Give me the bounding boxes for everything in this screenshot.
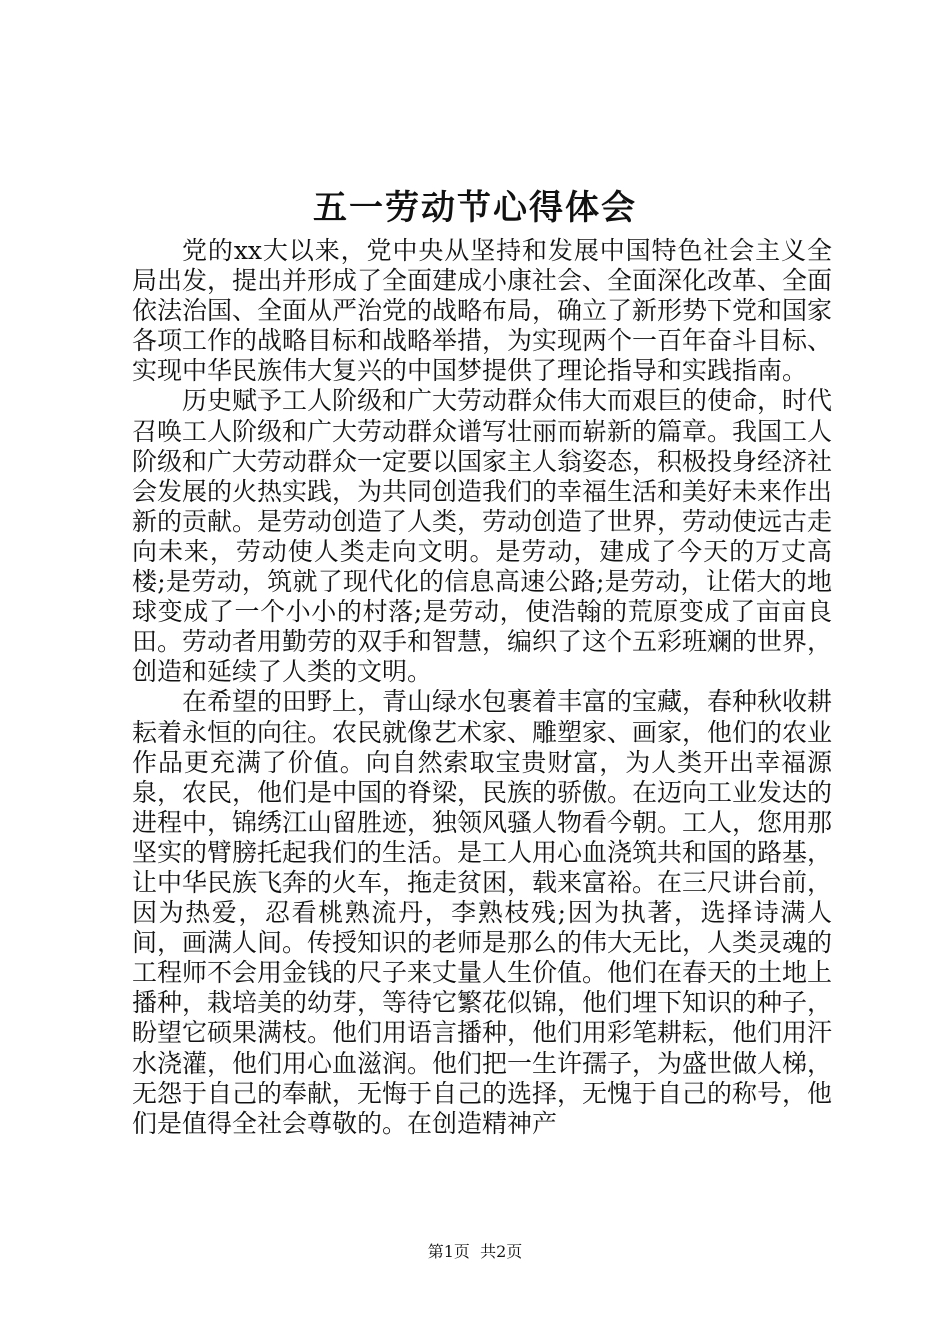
paragraph-2: 历史赋予工人阶级和广大劳动群众伟大而艰巨的使命，时代召唤工人阶级和广大劳动群众谱写壮丽而崭新的篇章。我国工人阶级和广大劳动群众一定要以国家主人翁姿态，积极投身经济社会发展的火热实践，为共同创造我们的幸福生活和美好未来作出新的贡献。是劳动创造了人类，劳动创造了世界，劳动使远古走向未来，劳动使人类走向文明。是劳动，建成了今天的万丈高楼;是劳动，筑就了现代化的信息高速公路;是劳动，让偌大的地球变成了一个小小的村落;是劳动，使浩翰的荒原变成了亩亩良田。劳动者用勤劳的双手和智慧，编织了这个五彩班斓的世界，创造和延续了人类的文明。 [132, 386, 833, 687]
page-total: 共2页 [480, 1242, 523, 1261]
footer-separator [470, 1242, 480, 1261]
document-body [132, 236, 832, 1139]
page-number: 第1页 [427, 1242, 470, 1261]
paragraph-3: 在希望的田野上，青山绿水包裹着丰富的宝藏，春种秋收耕耘着永恒的向往。农民就像艺术家、雕塑家、画家，他们的农业作品更充满了价值。向自然索取宝贵财富，为人类开出幸福源泉，农民，他们是中国的脊梁，民族的骄傲。在迈向工业发达的进程中，锦绣江山留胜迹，独领风骚人物看今朝。工人，您用那坚实的臂膀托起我们的生活。是工人用心血浇筑共和国的路基，让中华民族飞奔的火车，拖走贫困，载来富裕。在三尺讲台前，因为热爱，忍看桃熟流丹，李熟枝残;因为执著，选择诗满人间，画满人间。传授知识的老师是那么的伟大无比，人类灵魂的工程师不会用金钱的尺子来丈量人生价值。他们在春天的土地上播种，栽培美的幼芽，等待它繁花似锦，他们埋下知识的种子，盼望它硕果满枝。他们用语言播种，他们用彩笔耕耘，他们用汗水浇灌，他们用心血滋润。他们把一生许孺子，为盛世做人梯，无怨于自己的奉献，无悔于自己的选择，无愧于自己的称号，他们是值得全社会尊敬的。在创造精神产 [132, 687, 833, 1138]
document-title: 五一劳动节心得体会 [313, 188, 637, 228]
page-footer [0, 1240, 950, 1264]
paragraph-1: 党的xx大以来，党中央从坚持和发展中国特色社会主义全局出发，提出并形成了全面建成小康社会、全面深化改革、全面依法治国、全面从严治党的战略布局，确立了新形势下党和国家各项工作的战略目标和战略举措，为实现两个一百年奋斗目标、实现中华民族伟大复兴的中国梦提供了理论指导和实践指南。 [132, 236, 833, 386]
